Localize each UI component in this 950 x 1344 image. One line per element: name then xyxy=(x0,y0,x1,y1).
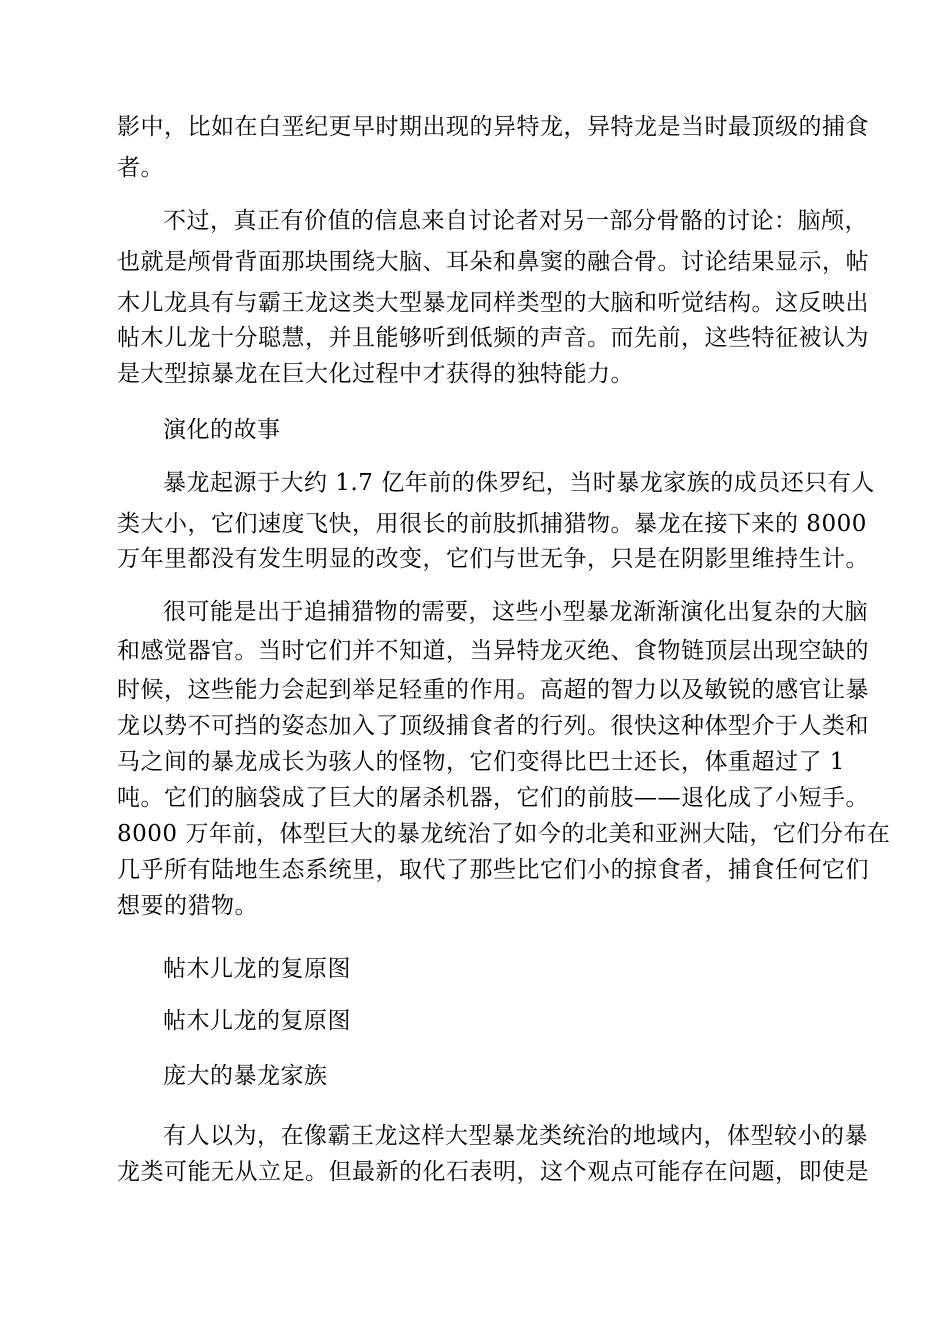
paragraph-line: 龙类可能无从立足。但最新的化石表明，这个观点可能存在问题，即使是 xyxy=(117,1159,869,1185)
figure-caption: 帖木儿龙的复原图 xyxy=(163,1008,351,1034)
paragraph-line: 也就是颅骨背面那块围绕大脑、耳朵和鼻窦的融合骨。讨论结果显示，帖 xyxy=(117,249,869,275)
paragraph-line: 是大型掠暴龙在巨大化过程中才获得的独特能力。 xyxy=(117,361,634,387)
paragraph-line: 几乎所有陆地生态系统里，取代了那些比它们小的掠食者，捕食任何它们 xyxy=(117,857,869,883)
paragraph-line: 暴龙起源于大约 1.7 亿年前的侏罗纪，当时暴龙家族的成员还只有人 xyxy=(163,470,875,496)
paragraph-line: 龙以势不可挡的姿态加入了顶级捕食者的行列。很快这种体型介于人类和 xyxy=(117,713,869,739)
paragraph-line: 吨。它们的脑袋成了巨大的屠杀机器，它们的前肢——退化成了小短手。 xyxy=(117,785,869,811)
paragraph-line: 时候，这些能力会起到举足轻重的作用。高超的智力以及敏锐的感官让暴 xyxy=(117,677,869,703)
paragraph-line: 和感觉器官。当时它们并不知道，当异特龙灭绝、食物链顶层出现空缺的 xyxy=(117,638,869,664)
section-heading: 演化的故事 xyxy=(163,417,281,443)
paragraph-line: 类大小，它们速度飞快，用很长的前肢抓捕猎物。暴龙在接下来的 8000 xyxy=(117,511,867,537)
paragraph-line: 8000 万年前，体型巨大的暴龙统治了如今的北美和亚洲大陆，它们分布在 xyxy=(117,821,891,847)
paragraph-line: 者。 xyxy=(117,155,164,181)
paragraph-line: 影中，比如在白垩纪更早时期出现的异特龙，异特龙是当时最顶级的捕食 xyxy=(117,114,869,140)
paragraph-line: 有人以为，在像霸王龙这样大型暴龙类统治的地域内，体型较小的暴 xyxy=(163,1123,868,1149)
paragraph-line: 想要的猎物。 xyxy=(117,893,258,919)
paragraph-line: 很可能是出于追捕猎物的需要，这些小型暴龙渐渐演化出复杂的大脑 xyxy=(163,599,868,625)
paragraph-line: 不过，真正有价值的信息来自讨论者对另一部分骨骼的讨论：脑颅， xyxy=(163,208,868,234)
paragraph-line: 帖木儿龙十分聪慧，并且能够听到低频的声音。而先前，这些特征被认为 xyxy=(117,325,869,351)
paragraph-line: 万年里都没有发生明显的改变，它们与世无争，只是在阴影里维持生计。 xyxy=(117,546,869,572)
paragraph-line: 木儿龙具有与霸王龙这类大型暴龙同样类型的大脑和听觉结构。这反映出 xyxy=(117,290,869,316)
figure-caption: 帖木儿龙的复原图 xyxy=(163,956,351,982)
section-heading: 庞大的暴龙家族 xyxy=(163,1063,328,1089)
paragraph-line: 马之间的暴龙成长为骇人的怪物，它们变得比巴士还长，体重超过了 1 xyxy=(117,749,845,775)
